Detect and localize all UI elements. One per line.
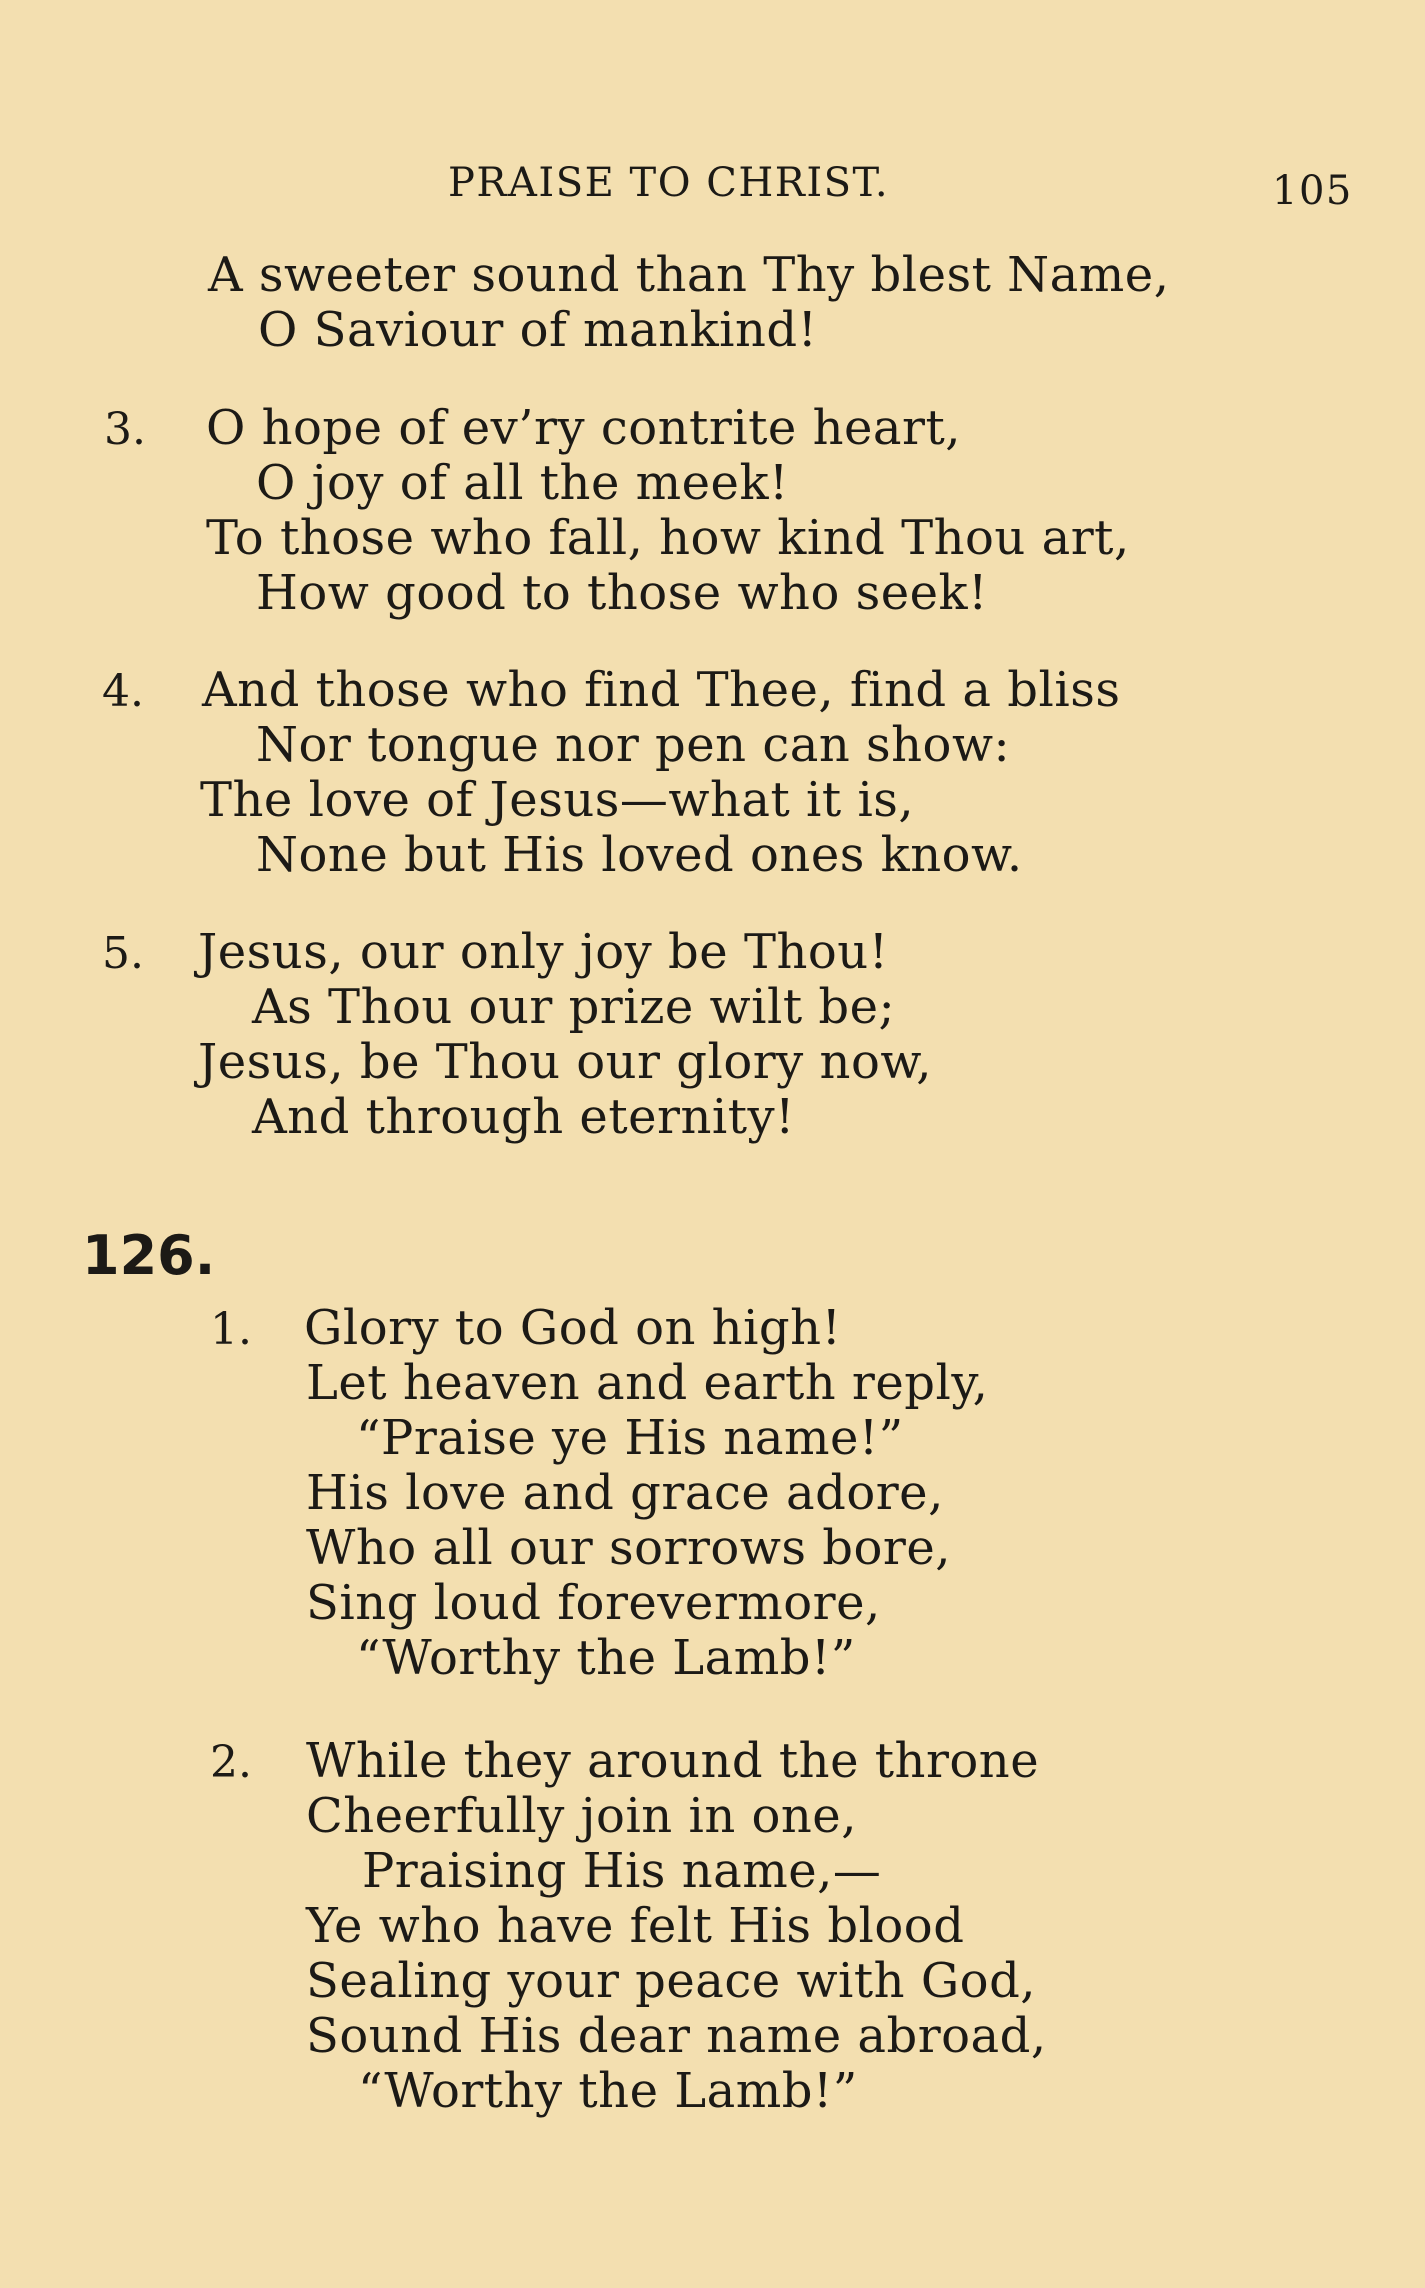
verse-line: Jesus, be Thou our glory now, bbox=[198, 1034, 933, 1090]
verse-line: “Worthy the Lamb!” bbox=[356, 1630, 856, 1686]
verse-line: While they around the throne bbox=[306, 1733, 1040, 1789]
verse-line: Who all our sorrows bore, bbox=[306, 1520, 952, 1576]
verse-line: Let heaven and earth reply, bbox=[306, 1355, 989, 1411]
page-number: 105 bbox=[1272, 168, 1353, 214]
verse-line: The love of Jesus—what it is, bbox=[200, 772, 915, 828]
verse-line: Cheerfully join in one, bbox=[306, 1788, 857, 1844]
verse-line: His love and grace adore, bbox=[306, 1465, 944, 1521]
stanza-number: 2. bbox=[210, 1737, 252, 1788]
verse-line: Glory to God on high! bbox=[304, 1300, 842, 1356]
verse-line: None but His loved ones know. bbox=[256, 827, 1023, 883]
verse-line: A sweeter sound than Thy blest Name, bbox=[208, 247, 1170, 303]
stanza-number: 4. bbox=[102, 666, 144, 717]
verse-line: Praising His name,— bbox=[362, 1843, 882, 1899]
verse-line: As Thou our prize wilt be; bbox=[252, 979, 896, 1035]
verse-line: “Worthy the Lamb!” bbox=[358, 2063, 858, 2119]
verse-line: And those who find Thee, find a bliss bbox=[202, 662, 1121, 718]
verse-line: And through eternity! bbox=[252, 1089, 795, 1145]
verse-line: O Saviour of mankind! bbox=[258, 302, 818, 358]
verse-line: Sing loud forevermore, bbox=[306, 1575, 881, 1631]
verse-line: Jesus, our only joy be Thou! bbox=[198, 924, 889, 980]
verse-line: To those who fall, how kind Thou art, bbox=[206, 510, 1130, 566]
verse-line: Nor tongue nor pen can show: bbox=[256, 717, 1011, 773]
verse-line: O hope of ev’ry contrite heart, bbox=[206, 400, 961, 456]
verse-line: Sound His dear name abroad, bbox=[306, 2008, 1047, 2064]
page-title: PRAISE TO CHRIST. bbox=[448, 160, 890, 206]
verse-line: Ye who have felt His blood bbox=[306, 1898, 965, 1954]
verse-line: O joy of all the meek! bbox=[256, 455, 789, 511]
stanza-number: 5. bbox=[102, 928, 144, 979]
stanza-number: 3. bbox=[104, 404, 146, 455]
verse-line: “Praise ye His name!” bbox=[356, 1410, 904, 1466]
hymn-number: 126. bbox=[82, 1224, 216, 1287]
stanza-number: 1. bbox=[210, 1304, 252, 1355]
verse-line: Sealing your peace with God, bbox=[306, 1953, 1037, 2009]
verse-line: How good to those who seek! bbox=[256, 565, 988, 621]
